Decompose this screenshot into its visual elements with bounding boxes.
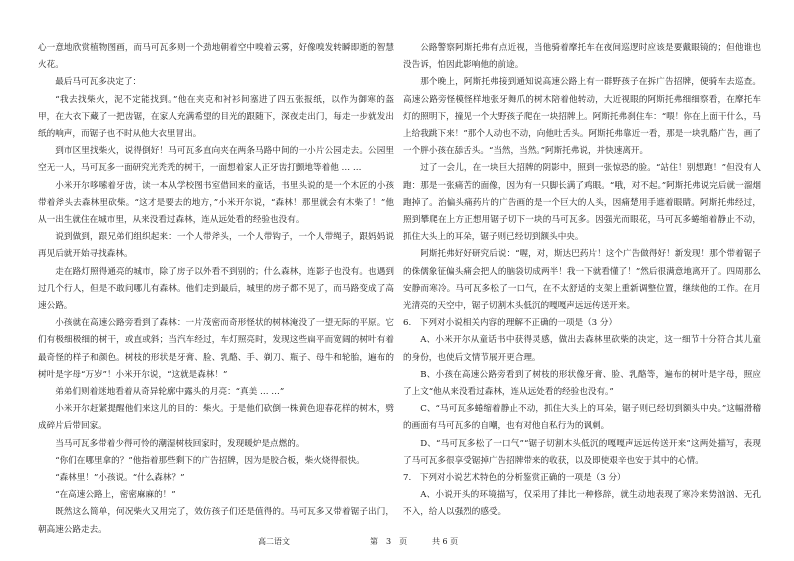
- paragraph: 那个晚上，阿斯托弗接到通知说高速公路上有一群野孩子在拆广告招牌，便骑车去巡查。高速公路旁怪模怪样地张牙舞爪的树木陪着他转动，大近视眼的阿斯托弗细细察看，在摩托车灯的照明下，撞见一个大野孩子爬在一块招牌上。阿斯托弗刹住车：“喂！你在上面干什么，马上给我跳下来！”那个人动也不动，向他吐舌头。阿斯托弗靠近一看，那是一块乳酪广告，画了一个胖小孩在舔舌头。“当然，当然。”阿斯托弗说，并快速离开。: [403, 77, 761, 157]
- paragraph: A、小米开尔从童话书中获得灵感，做出去森林里砍柴的决定，这一细节十分符合其儿童的身份，也使后文情节展开更合理。: [403, 335, 761, 363]
- paragraph: 心一意地欣赏植物图画，而马可瓦多则一个劲地朝着空中嗅着云雾，好像嗅发转瞬即逝的智慧火花。: [38, 43, 394, 71]
- paragraph: 小米开尔赶紧提醒他们来这儿的目的：柴火。于是他们砍倒一株黄色迎春花样的树木，劈成碎片后带回家。: [38, 404, 394, 432]
- right-column: [403, 40, 761, 522]
- paragraph: D、“马可瓦多松了一口气”“锯子切割木头低沉的嘎嘎声远远传送开来”这两处描写，表现了马可瓦多很享受锯掉广告招牌带来的收获，以及即使艰辛也安于其中的心情。: [403, 438, 761, 466]
- paragraph: C、“马可瓦多蜷缩着静止不动，抓住大头上的耳朵，锯子则已经切到额头中央。”这幅滑稽的画面有马可瓦多的自嘲，也有对他自私行为的讽刺。: [403, 404, 761, 432]
- paragraph: 小米开尔哆嗦着牙齿，读一本从学校图书室借回来的童话，书里头说的是一个木匠的小孩带着斧头去森林里砍柴。“这才是要去的地方，”小米开尔说，“森林！那里就会有木柴了！”他从一出生就住在城市里，从来没看过森林，连从远处看的经验也没有。: [38, 180, 394, 226]
- paragraph: 7. 下列对小说艺术特色的分析鉴赏正确的一项是（3 分）: [403, 473, 626, 484]
- left-column: [38, 40, 394, 539]
- paragraph: 公路警察阿斯托弗有点近视，当他骑着摩托车在夜间巡逻时应该是要戴眼镜的；但他谁也没告诉，怕因此影响他的前途。: [403, 43, 761, 71]
- paragraph: 小孩就在高速公路旁看到了森林：一片茂密而奇形怪状的树林淹没了一望无际的平原。它们有极细极细的树干，或直或斜；当汽车经过，车灯照亮时，发现这些扁平而宽阔的树叶有着最奇怪的样子和颜色。树枝的形状是牙膏、脸、乳酪、手、剃刀、瓶子、母牛和轮胎，遍布的树叶是字母“万岁”！小米开尔说，“这就是森林！”: [38, 318, 394, 380]
- paragraph: “在高速公路上，密密麻麻的！”: [55, 490, 176, 501]
- paragraph: “你们在哪里拿的？”他指着那些剩下的广告招牌，因为是胶合板，柴火烧得很快。: [55, 455, 365, 466]
- paragraph: B、小孩在高速公路旁看到了树枝的形状像牙膏、脸、乳酪等，遍布的树叶是字母，照应了上文“他从来没看过森林，连从远处看的经验也没有。”: [403, 369, 761, 398]
- footer-subject: 高二语文: [258, 537, 290, 546]
- paragraph: 既然这么简单，何况柴火又用完了，效仿孩子们还是值得的。马可瓦多又带着锯子出门，朝高速公路走去。: [38, 507, 394, 535]
- paragraph: 6. 下列对小说相关内容的理解不正确的一项是（3 分）: [403, 318, 618, 329]
- paragraph: 当马可瓦多带着少得可怜的潮湿树枝回家时，发现暖炉是点燃的。: [55, 438, 305, 449]
- paragraph: “我去找柴火，泥不定能找到。”他在夹克和衬衫间塞进了四五张报纸，以作为御寒的盔甲，在大衣下藏了一把齿锯，在家人充满希望的目光的跟随下，深夜走出门，每走一步就发出纸的响声，而锯子也不时从他大衣里冒出。: [38, 94, 394, 140]
- paragraph: 到市区里找柴火，说得倒好！马可瓦多直向夹在两条马路中间的一小片公园走去。公园里空无一人，马可瓦多一面研究光秃秃的树干，一面想着家人正牙齿打颤地等着他 … …: [38, 146, 394, 174]
- paragraph: 过了一会儿，在一块巨大招牌的阴影中，照到一张惊恐的脸。“站住！别想跑！”但没有人跑：那是一张痛苦的面像，因为有一只脚长满了鸡眼。“哦，对不起。”阿斯托弗说完后就一溜烟跑掉了。治偏头痛药片的广告画的是一个巨大的人头，因痛楚用手遮着眼睛。阿斯托弗经过，照到攀爬在上方正想用锯子切下一块的马可瓦多。因强光而眼花，马可瓦多蜷缩着静止不动，抓住大头上的耳朵，锯子则已经切到额头中央。: [403, 163, 761, 243]
- paragraph: 最后马可瓦多决定了：: [55, 77, 142, 88]
- paragraph: “森林里！”小孩说。“什么森林？”: [55, 473, 185, 484]
- paragraph: A、小说开头的环境描写，仅采用了排比一种修辞，就生动地表现了寒冷来势汹汹、无孔不入，给人以强烈的感受。: [403, 490, 761, 518]
- footer-total-pages: 共 6 页: [432, 537, 459, 546]
- paragraph: 阿斯托弗好好研究后说：“喔，对，斯达巴药片！这个广告做得好！新发现！那个带着锯子的侏儒象征偏头痛会把人的脑袋切成两半！我一下就看懂了！”然后很满意地离开了。四周那么安静而寒冷。马可瓦多松了一口气，在不太舒适的支架上重新调整位置，继续他的工作。在月光清亮的天空中，锯子切割木头低沉的嘎嘎声远远传送开来。: [403, 249, 761, 312]
- paragraph: 走在路灯照得通亮的城市，除了房子以外看不到别的；什么森林，连影子也没有。也遇到过几个行人，但是不敢问哪儿有森林。他们走到最后，城里的房子都不见了，而马路变成了高速公路。: [38, 266, 394, 312]
- paragraph: 说到做到，跟兄弟们组织起来：一个人带斧头，一个人带钩子，一个人带绳子，跟妈妈说再见后就开始寻找森林。: [38, 232, 394, 260]
- paragraph: 弟弟们则着迷地看着从奇异轮廓中露头的月亮：“真美 … …”: [55, 387, 285, 398]
- footer-page-number: 第 3 页: [370, 537, 408, 546]
